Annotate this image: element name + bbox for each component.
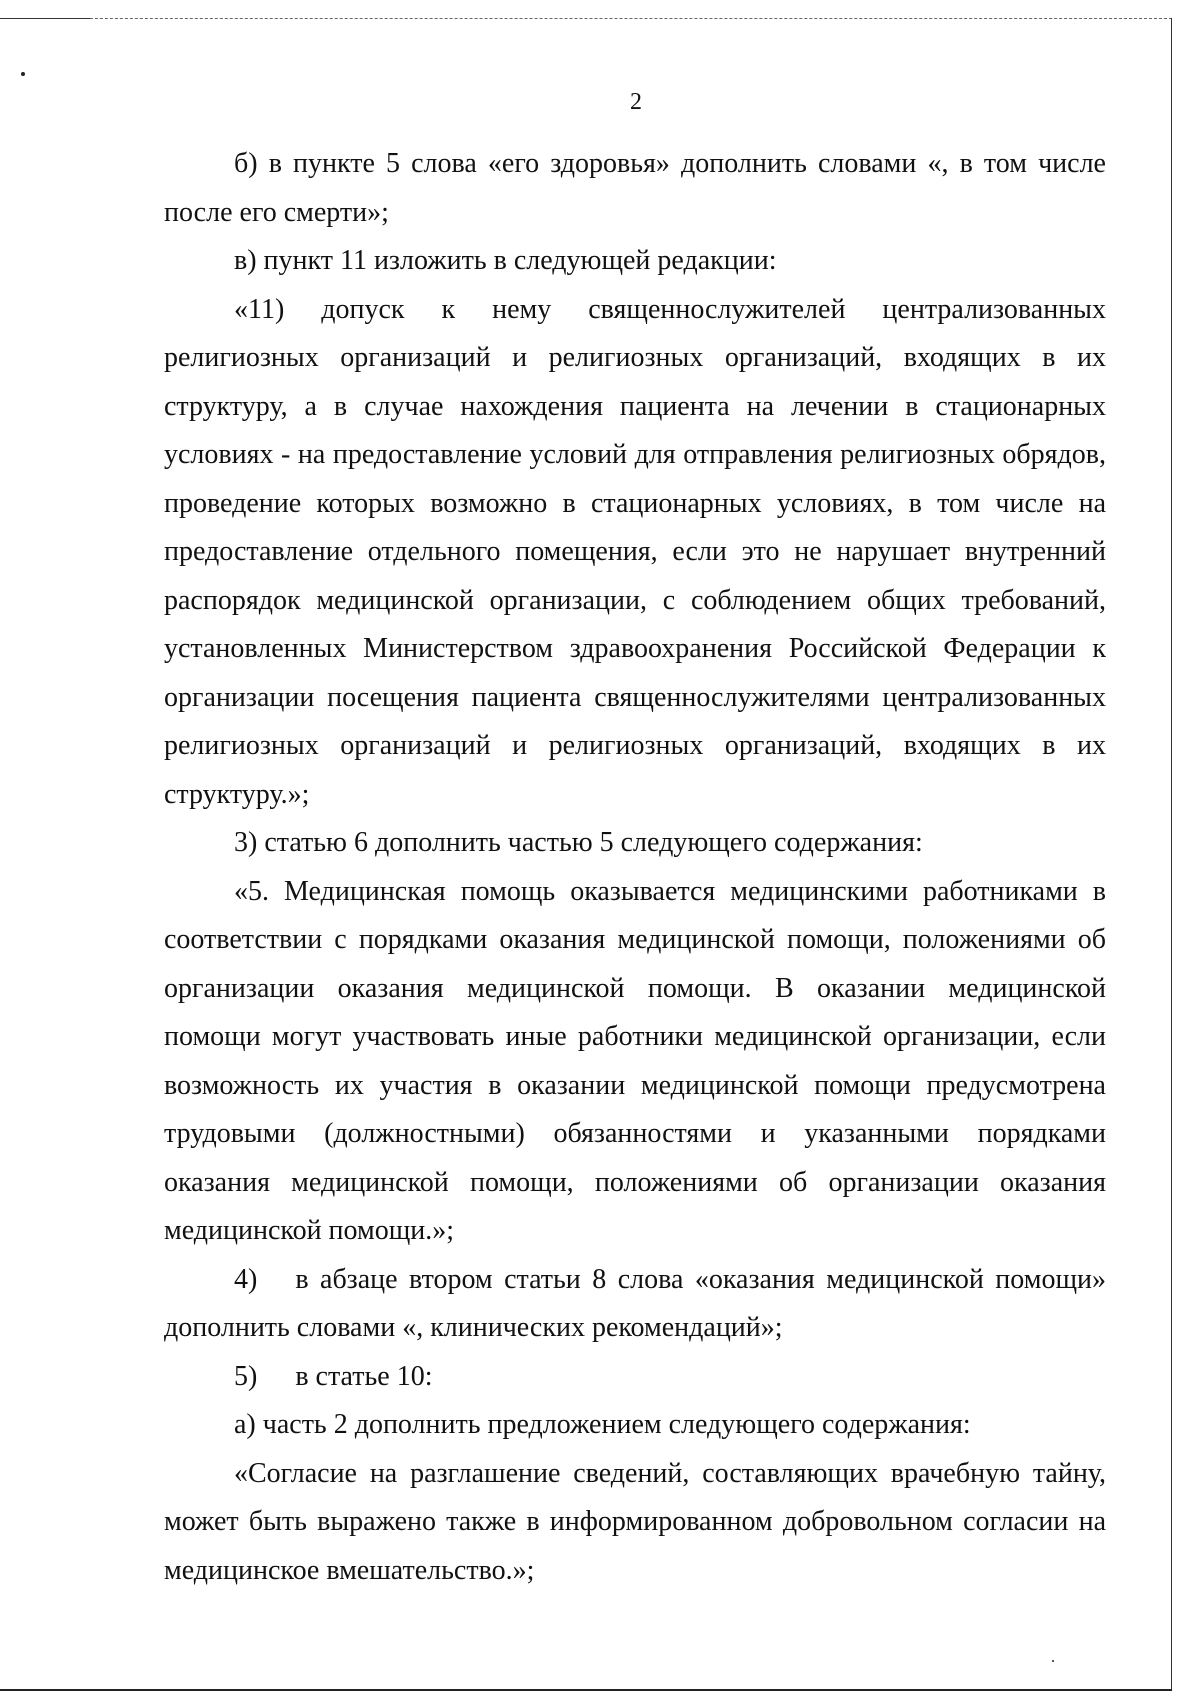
paragraph-5 <box>164 1353 1106 1402</box>
scan-top-edge <box>0 18 1172 19</box>
scan-speck <box>1052 1660 1054 1662</box>
paragraph-part-5: «5. Медицинская помощь оказывается медицинскими работниками в соответствии с порядками оказания медицинской помощи, положениями об организации оказания медицинской помощи. В оказании медицинской помощи могут участвовать иные работники медицинской организации, если возможность их участия в оказании медицинской помощи предусмотрена трудовыми (должностными) обязанностями и указанными порядками оказания медицинской помощи, положениями об организации оказания медицинской помощи.»; <box>164 875 1106 1246</box>
paragraph-4-text: в абзаце втором статьи 8 слова «оказания медицинской помощи» дополнить словами «, клинических рекомендаций»; <box>164 1263 1106 1343</box>
paragraph-b: б) в пункте 5 слова «его здоровья» дополнить словами «, в том числе после его смерти»; <box>164 148 1106 228</box>
paragraph-a: а) часть 2 дополнить предложением следующего содержания: <box>234 1409 971 1440</box>
paragraph-5-marker: 5) <box>234 1360 258 1392</box>
paragraph-5-text: в статье 10: <box>295 1360 433 1392</box>
page-number: 2 <box>630 89 642 115</box>
paragraph-v: в) пункт 11 изложить в следующей редакции: <box>234 245 777 276</box>
paragraph-4-marker: 4) <box>234 1263 258 1295</box>
scan-top-edge-mark <box>0 18 90 19</box>
paragraph-3: 3) статью 6 дополнить частью 5 следующего содержания: <box>234 827 923 858</box>
paragraph-consent: «Согласие на разглашение сведений, составляющих врачебную тайну, может быть выражено также в информированном добровольном согласии на медицинское вмешательство.»; <box>164 1457 1106 1586</box>
scan-bottom-edge <box>0 1689 1172 1691</box>
paragraph-item-11: «11) допуск к нему священнослужителей централизованных религиозных организаций и религиозных организаций, входящих в их структуру, а в случае нахождения пациента на лечении в стационарных условиях - на предоставление условий для отправления религиозных обрядов, проведение которых возможно в стационарных условиях, в том числе на предоставление отдельного помещения, если это не нарушает внутренний распорядок медицинской организации, с соблюдением общих требований, установленных Министерством здравоохранения Российской Федерации к организации посещения пациента священнослужителями централизованных религиозных организаций и религиозных организаций, входящих в их структуру.»; <box>164 293 1106 810</box>
document-body <box>164 140 1106 1595</box>
scan-speck <box>21 72 25 76</box>
scan-right-edge <box>1171 18 1172 1690</box>
paragraph-4 <box>164 1256 1106 1353</box>
